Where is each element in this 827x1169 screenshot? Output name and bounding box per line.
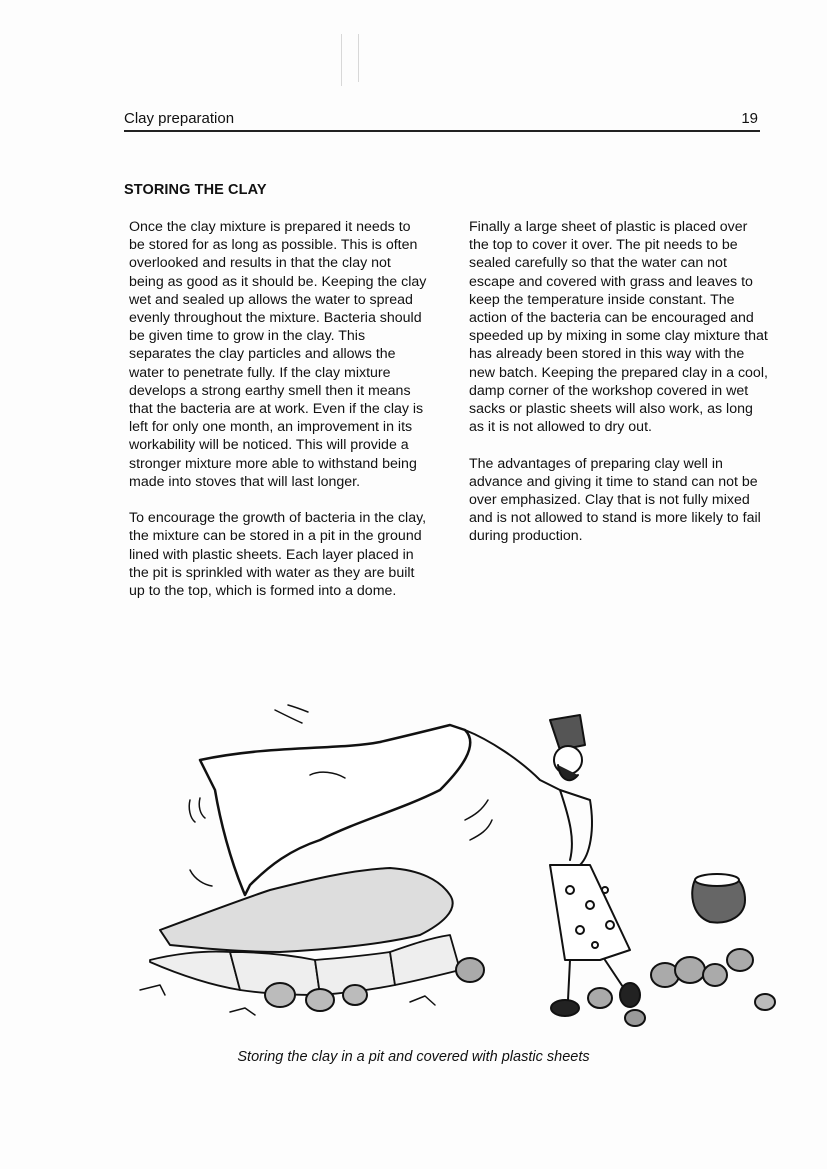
page-number: 19 xyxy=(741,110,758,127)
running-title: Clay preparation xyxy=(124,110,235,127)
figure-caption: Storing the clay in a pit and covered with plastic sheets xyxy=(237,1049,590,1065)
scan-artifact xyxy=(358,34,359,82)
paragraph: The advantages of preparing clay well in advance and giving it time to stand can not be over emphasized. Clay that is not fully mixed and is not allowed to stand is more likely to fail during production. xyxy=(469,455,761,545)
paragraph: Finally a large sheet of plastic is placed over the top to cover it over. The pit needs to be sealed carefully so that the water can not escape and covered with grass and leaves to keep the temperature inside constant. The action of the bacteria can be encouraged and speeded up by mixing in some clay mixture that has already been stored in this way with the new batch. Keeping the prepared clay in a cool, damp corner of the workshop covered in wet sacks or plastic sheets will also work, as long as it is not allowed to dry out. xyxy=(469,219,768,436)
paragraph: To encourage the growth of bacteria in the clay, the mixture can be stored in a pit in the ground lined with plastic sheets. Each layer placed in the pit is sprinkled with water as they are built up to the top, which is formed into a dome. xyxy=(129,510,427,600)
paragraph: Once the clay mixture is prepared it needs to be stored for as long as possible. This is often overlooked and results in that the clay not being as good as it should be. Keeping the clay wet and sealed up allows the water to spread evenly throughout the mixture. Bacteria should be given time to grow in the clay. This separates the clay particles and allows the water to penetrate fully. If the clay mixture develops a strong earthy smell then it means that the bacteria are at work. Even if the clay is left for only one month, an improvement in its workability will be noticed. This will provide a stronger mixture more able to withstand being made into stoves that will last longer. xyxy=(129,219,427,490)
section-heading: STORING THE CLAY xyxy=(124,182,267,198)
right-column xyxy=(469,218,769,564)
left-column xyxy=(129,218,429,618)
illustration-clay-pit xyxy=(120,690,780,1030)
scan-artifact xyxy=(341,34,342,86)
running-header xyxy=(124,108,760,132)
